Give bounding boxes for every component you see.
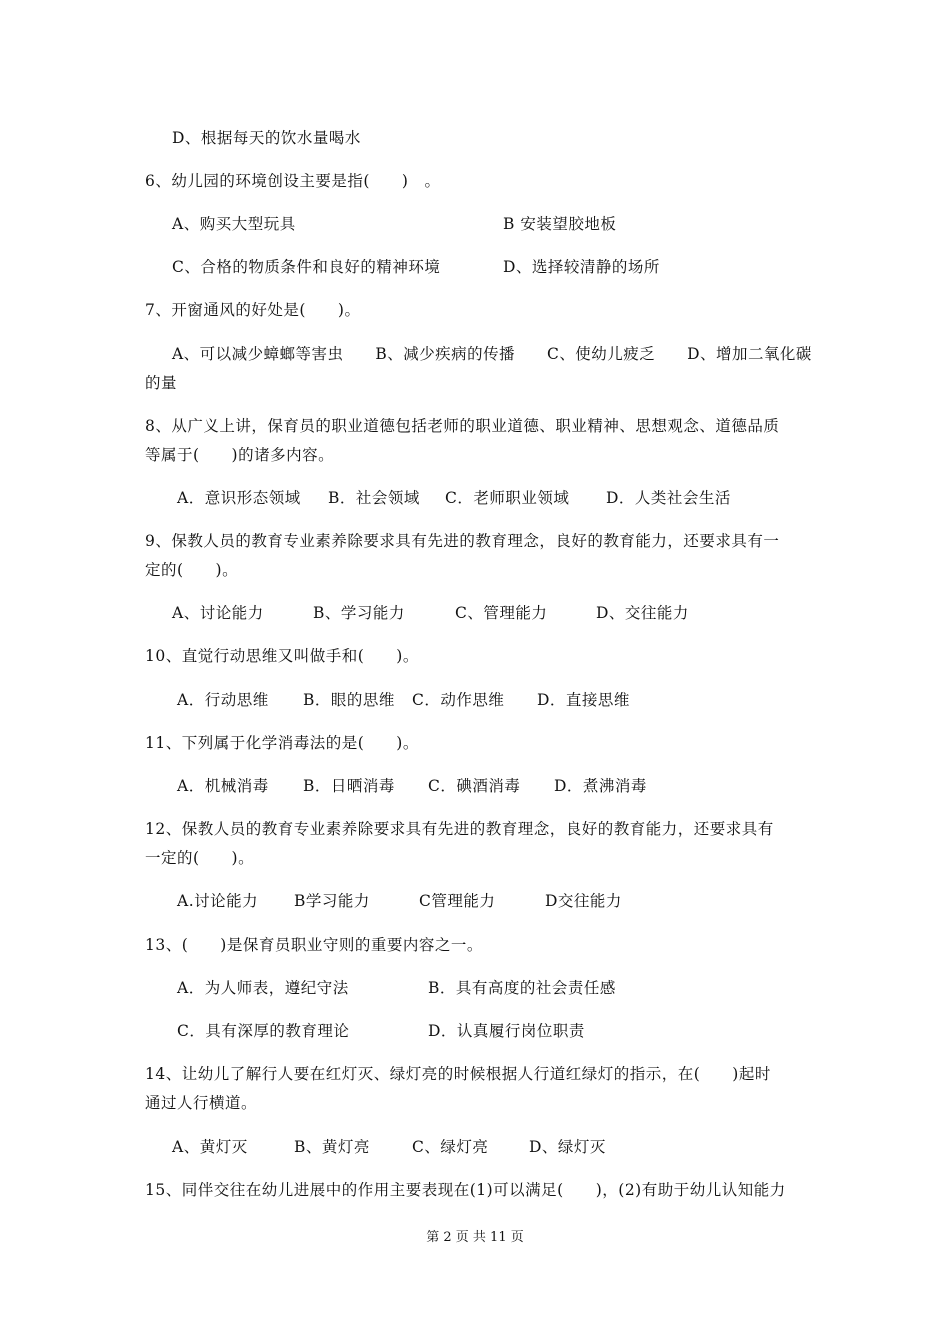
q14-option-a: A、黄灯灭 [172, 1138, 248, 1156]
q13-option-c: C．具有深厚的教育理论 [177, 1022, 350, 1040]
page-footer: 第 2 页 共 11 页 [426, 1230, 524, 1245]
q6-stem: 6、幼儿园的环境创设主要是指( ) 。 [145, 172, 441, 190]
q13-option-a: A．为人师表，遵纪守法 [177, 979, 349, 997]
q9-option-a: A、讨论能力 [172, 604, 264, 622]
q6-option-c: C、合格的物质条件和良好的精神环境 [172, 258, 441, 276]
q8-option-c: C．老师职业领域 [445, 489, 570, 507]
q14-stem-line2: 通过人行横道。 [145, 1094, 258, 1112]
q12-option-c: C管理能力 [419, 892, 496, 910]
q12-option-d: D交往能力 [545, 892, 622, 910]
q8-stem-line2: 等属于( )的诸多内容。 [145, 446, 335, 464]
q7-options-line2: 的量 [145, 374, 178, 392]
q6-option-b: B 安装望胶地板 [503, 215, 617, 233]
q11-option-c: C．碘酒消毒 [428, 777, 521, 795]
q10-option-a: A．行动思维 [177, 691, 269, 709]
q9-stem-line1: 9、保教人员的教育专业素养除要求具有先进的教育理念，良好的教育能力，还要求具有一 [145, 532, 780, 550]
q9-option-d: D、交往能力 [596, 604, 689, 622]
q11-option-a: A．机械消毒 [177, 777, 269, 795]
q6-option-a: A、购买大型玩具 [172, 215, 296, 233]
q11-option-d: D．煮沸消毒 [554, 777, 647, 795]
q9-option-b: B、学习能力 [313, 604, 405, 622]
q9-option-c: C、管理能力 [455, 604, 548, 622]
q15-stem-line1: 15、同伴交往在幼儿进展中的作用主要表现在(1)可以满足( )，(2)有助于幼儿认知能力 [145, 1181, 786, 1199]
q12-option-a: A.讨论能力 [177, 892, 259, 910]
q12-stem-line1: 12、保教人员的教育专业素养除要求具有先进的教育理念，良好的教育能力，还要求具有 [145, 820, 774, 838]
q13-option-b: B．具有高度的社会责任感 [428, 979, 616, 997]
q6-option-d: D、选择较清静的场所 [503, 258, 660, 276]
q5-option-d: D、根据每天的饮水量喝水 [172, 129, 361, 147]
q8-option-a: A．意识形态领域 [177, 489, 301, 507]
q7-options-line1: A、可以减少蟑螂等害虫 B、减少疾病的传播 C、使幼儿疲乏 D、增加二氧化碳 [172, 345, 812, 363]
q14-stem-line1: 14、让幼儿了解行人要在红灯灭、绿灯亮的时候根据人行道红绿灯的指示，在( )起时 [145, 1065, 771, 1083]
q12-option-b: B学习能力 [294, 892, 370, 910]
q9-stem-line2: 定的( )。 [145, 561, 239, 579]
q11-stem: 11、下列属于化学消毒法的是( )。 [145, 734, 419, 752]
q12-stem-line2: 一定的( )。 [145, 849, 255, 867]
q8-option-b: B．社会领域 [328, 489, 420, 507]
q10-option-d: D．直接思维 [537, 691, 630, 709]
q13-stem: 13、( )是保育员职业守则的重要内容之一。 [145, 936, 483, 954]
q10-option-b: B．眼的思维 [303, 691, 395, 709]
q8-stem-line1: 8、从广义上讲，保育员的职业道德包括老师的职业道德、职业精神、思想观念、道德品质 [145, 417, 780, 435]
q10-stem: 10、直觉行动思维又叫做手和( )。 [145, 647, 419, 665]
q14-option-c: C、绿灯亮 [412, 1138, 489, 1156]
q11-option-b: B．日晒消毒 [303, 777, 395, 795]
q14-option-d: D、绿灯灭 [529, 1138, 606, 1156]
q10-option-c: C．动作思维 [412, 691, 505, 709]
q14-option-b: B、黄灯亮 [294, 1138, 370, 1156]
q13-option-d: D．认真履行岗位职责 [428, 1022, 585, 1040]
q8-option-d: D．人类社会生活 [606, 489, 731, 507]
q7-stem: 7、开窗通风的好处是( )。 [145, 301, 361, 319]
